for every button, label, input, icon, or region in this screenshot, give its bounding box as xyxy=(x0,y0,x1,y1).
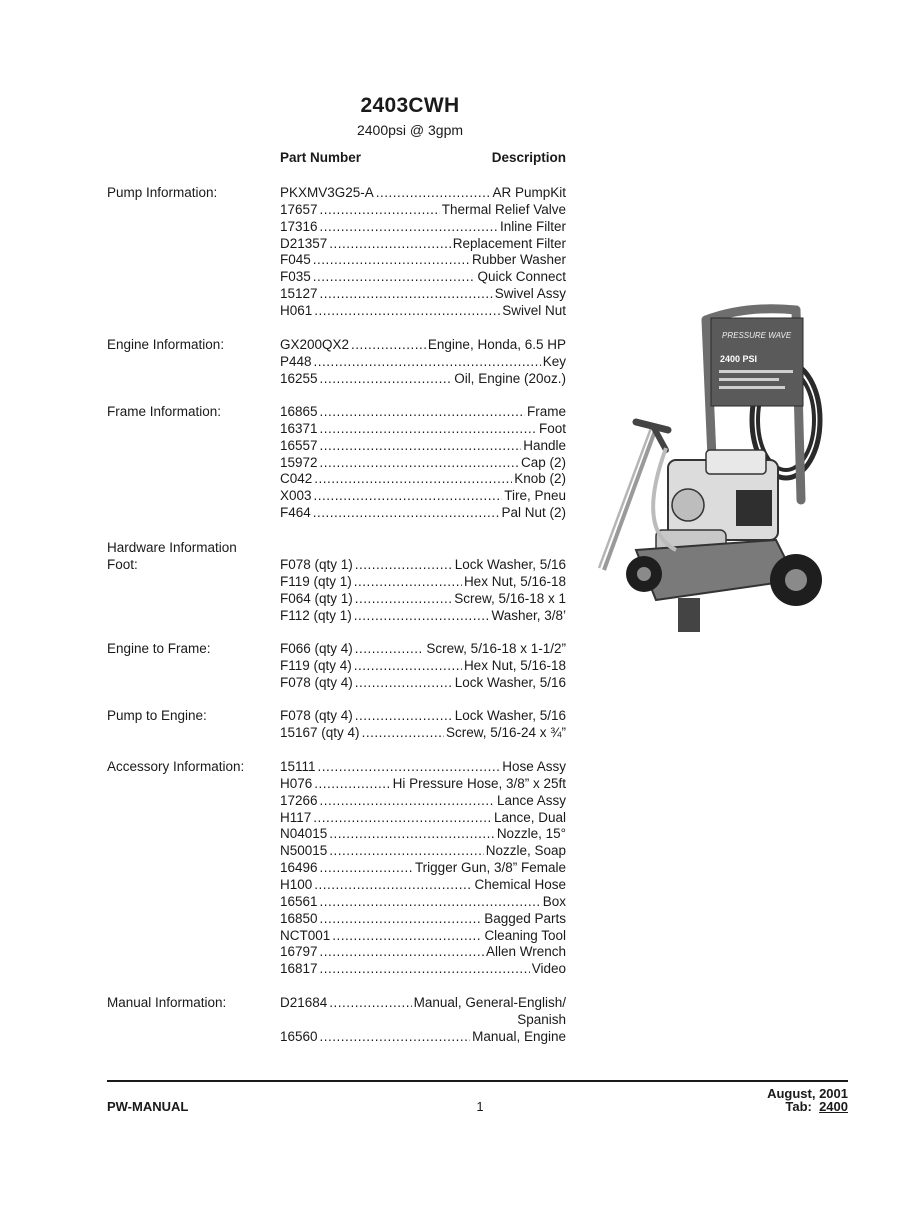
part-description: Screw, 5/16-18 x 1 xyxy=(454,590,566,606)
dot-leader xyxy=(313,251,470,268)
continuation-text: Spanish xyxy=(517,1012,566,1027)
dot-leader xyxy=(355,707,453,724)
dot-leader xyxy=(355,556,453,573)
part-number: 17657 xyxy=(280,201,318,217)
part-description: Lock Washer, 5/16 xyxy=(454,557,566,572)
part-description: Hex Nut, 5/16-18 xyxy=(463,573,566,589)
part-description: Screw, 5/16-18 x 1-1/2” xyxy=(426,641,566,656)
part-description: Washer, 3/8’ xyxy=(491,607,566,623)
part-number: C042 xyxy=(280,471,313,487)
pump-info-label: Pump Information: xyxy=(107,185,218,200)
part-number: 17266 xyxy=(280,792,318,808)
part-row xyxy=(280,758,566,775)
dot-leader xyxy=(362,724,444,741)
part-number: F045 xyxy=(280,252,311,268)
part-row xyxy=(280,607,566,624)
dot-leader xyxy=(314,775,390,792)
part-number: F119 (qty 4) xyxy=(280,657,352,673)
part-number: H100 xyxy=(280,877,313,892)
dot-leader xyxy=(320,960,530,977)
part-number: 16797 xyxy=(280,944,318,960)
dot-leader xyxy=(320,437,522,454)
dot-leader xyxy=(320,403,525,420)
tab-label: Tab: xyxy=(785,1099,812,1114)
part-row xyxy=(280,842,566,859)
part-description: Knob (2) xyxy=(514,471,566,487)
part-description: Quick Connect xyxy=(477,269,566,285)
part-number: 15972 xyxy=(280,454,318,470)
part-number: 16255 xyxy=(280,370,318,386)
part-description: Foot xyxy=(538,420,566,436)
part-description: Manual, General-English/ xyxy=(413,995,566,1010)
part-number: F064 (qty 1) xyxy=(280,590,353,606)
part-number: 16865 xyxy=(280,404,318,419)
part-row xyxy=(280,893,566,910)
dot-leader xyxy=(320,370,453,387)
part-number: F078 (qty 4) xyxy=(280,674,353,690)
part-number: 16561 xyxy=(280,893,318,909)
part-number-header: Part Number xyxy=(280,150,362,165)
part-number: F066 (qty 4) xyxy=(280,641,353,656)
dot-leader xyxy=(320,218,498,235)
accessory-info-label: Accessory Information: xyxy=(107,759,245,774)
tab-value: 2400 xyxy=(819,1099,848,1114)
part-description: Lance, Dual xyxy=(493,809,566,825)
hardware-info-label: Hardware Information xyxy=(107,540,237,555)
part-row xyxy=(280,724,566,741)
part-row xyxy=(280,674,566,691)
part-number: NCT001 xyxy=(280,927,331,943)
part-description: Key xyxy=(542,353,566,369)
dot-leader xyxy=(329,842,483,859)
part-row xyxy=(280,184,566,201)
part-row xyxy=(280,403,566,420)
part-row xyxy=(280,859,566,876)
part-number: 17316 xyxy=(280,218,318,234)
part-description: Allen Wrench xyxy=(485,944,566,960)
part-description: Bagged Parts xyxy=(484,910,566,926)
engine-info-label: Engine Information: xyxy=(107,337,225,352)
part-number: X003 xyxy=(280,488,312,504)
part-row xyxy=(280,556,566,573)
engine-to-frame-label: Engine to Frame: xyxy=(107,641,211,656)
dot-leader xyxy=(318,758,501,775)
dot-leader xyxy=(313,504,500,521)
part-description: Hi Pressure Hose, 3/8” x 25ft xyxy=(392,775,566,791)
dot-leader xyxy=(355,674,453,691)
part-number: 15111 xyxy=(280,759,316,774)
dot-leader xyxy=(313,268,476,285)
part-description: Hose Assy xyxy=(502,759,566,774)
part-description: Pal Nut (2) xyxy=(501,505,566,521)
part-number: 16817 xyxy=(280,961,318,977)
dot-leader xyxy=(355,640,425,657)
dot-leader xyxy=(320,792,495,809)
part-number: H117 xyxy=(280,809,312,825)
dot-leader xyxy=(320,201,440,218)
hardware-foot-label: Foot: xyxy=(107,557,138,572)
pump-to-engine-label: Pump to Engine: xyxy=(107,708,207,723)
part-row xyxy=(280,251,566,268)
part-row xyxy=(280,370,566,387)
part-row xyxy=(280,1028,566,1045)
part-number: F119 (qty 1) xyxy=(280,573,352,589)
part-description: Thermal Relief Valve xyxy=(441,201,566,217)
part-number: F464 xyxy=(280,505,311,521)
part-row xyxy=(280,910,566,927)
part-number: 16371 xyxy=(280,420,318,436)
part-description: Cleaning Tool xyxy=(484,927,566,943)
footer-tab xyxy=(700,1099,848,1114)
part-row xyxy=(280,201,566,218)
dot-leader xyxy=(329,825,495,842)
dot-leader xyxy=(314,353,541,370)
dot-leader xyxy=(320,893,541,910)
dot-leader xyxy=(320,454,519,471)
part-description: Replacement Filter xyxy=(452,235,566,251)
part-description: Engine, Honda, 6.5 HP xyxy=(427,337,566,352)
dot-leader xyxy=(354,657,462,674)
dot-leader xyxy=(314,487,503,504)
foot xyxy=(678,598,700,632)
footer-date: August, 2001 xyxy=(767,1086,848,1101)
part-number: H076 xyxy=(280,775,313,791)
part-number: H061 xyxy=(280,303,313,318)
part-row xyxy=(280,336,566,353)
part-row xyxy=(280,420,566,437)
dot-leader xyxy=(314,302,500,319)
description-header: Description xyxy=(491,150,566,165)
brand-panel-rating: 2400 PSI xyxy=(720,354,758,364)
part-description: Lance Assy xyxy=(496,792,566,808)
part-number: F078 (qty 1) xyxy=(280,557,353,572)
part-number: GX200QX2 xyxy=(280,337,350,352)
footer-manual-name: PW-MANUAL xyxy=(107,1099,189,1114)
part-description: Nozzle, Soap xyxy=(485,843,566,859)
part-description: Lock Washer, 5/16 xyxy=(454,708,566,723)
dot-leader xyxy=(332,927,482,944)
part-description: Video xyxy=(531,961,566,977)
part-number: F035 xyxy=(280,269,311,285)
part-number: PKXMV3G25-A xyxy=(280,185,374,200)
part-description: Lock Washer, 5/16 xyxy=(454,674,566,690)
part-row xyxy=(280,927,566,944)
dot-leader xyxy=(314,876,472,893)
dot-leader xyxy=(320,285,493,302)
dot-leader xyxy=(320,943,484,960)
part-row xyxy=(280,960,566,977)
part-row xyxy=(280,285,566,302)
part-description: Manual, Engine xyxy=(472,1028,566,1044)
dot-leader xyxy=(376,184,491,201)
part-row xyxy=(280,573,566,590)
part-number: 16850 xyxy=(280,910,318,926)
part-row xyxy=(280,218,566,235)
dot-leader xyxy=(351,336,426,353)
part-row xyxy=(280,268,566,285)
part-row xyxy=(280,454,566,471)
dot-leader xyxy=(354,573,462,590)
part-description: Box xyxy=(542,893,566,909)
dot-leader xyxy=(354,607,490,624)
part-description: Frame xyxy=(526,404,566,419)
part-description: Nozzle, 15° xyxy=(496,826,566,842)
part-row xyxy=(280,775,566,792)
dot-leader xyxy=(329,994,411,1011)
part-number: N50015 xyxy=(280,843,328,859)
part-row xyxy=(280,943,566,960)
part-description: Oil, Engine (20oz.) xyxy=(454,370,566,386)
part-number: F078 (qty 4) xyxy=(280,708,353,723)
part-number: 16560 xyxy=(280,1028,318,1044)
dot-leader xyxy=(320,910,483,927)
part-row xyxy=(280,353,566,370)
dot-leader xyxy=(314,470,512,487)
part-row xyxy=(280,876,566,893)
part-description: Screw, 5/16-24 x ¾” xyxy=(445,724,566,740)
part-description: Cap (2) xyxy=(520,454,566,470)
brand-panel-text: PRESSURE WAVE xyxy=(722,331,792,340)
part-row xyxy=(280,640,566,657)
manual-info-label: Manual Information: xyxy=(107,995,227,1010)
dot-leader xyxy=(313,809,492,826)
dot-leader xyxy=(320,859,413,876)
part-number: 15127 xyxy=(280,286,318,302)
part-row xyxy=(280,235,566,252)
part-number: F112 (qty 1) xyxy=(280,607,352,623)
part-number: 15167 (qty 4) xyxy=(280,724,360,740)
part-number: 16496 xyxy=(280,860,318,876)
manual-continuation xyxy=(280,1011,566,1028)
part-description: Tire, Pneu xyxy=(504,488,566,504)
pressure-washer-photo xyxy=(596,300,828,640)
part-row xyxy=(280,487,566,504)
part-description: Swivel Nut xyxy=(502,303,566,318)
part-description: Swivel Assy xyxy=(494,286,566,302)
frame-info-label: Frame Information: xyxy=(107,404,222,419)
part-number: P448 xyxy=(280,353,312,369)
part-row xyxy=(280,590,566,607)
part-row xyxy=(280,470,566,487)
part-description: Trigger Gun, 3/8” Female xyxy=(414,860,566,876)
part-description: Inline Filter xyxy=(499,218,566,234)
dot-leader xyxy=(320,1028,471,1045)
part-row xyxy=(280,707,566,724)
dot-leader xyxy=(320,420,537,437)
part-row xyxy=(280,825,566,842)
model-rating: 2400psi @ 3gpm xyxy=(356,122,464,138)
part-number: D21684 xyxy=(280,995,328,1010)
part-number: N04015 xyxy=(280,826,328,842)
part-description: AR PumpKit xyxy=(492,185,566,200)
part-row xyxy=(280,994,566,1011)
part-row xyxy=(280,302,566,319)
footer-rule xyxy=(107,1080,848,1082)
page-number: 1 xyxy=(476,1099,484,1114)
part-row xyxy=(280,504,566,521)
part-number: 16557 xyxy=(280,437,318,453)
part-number: D21357 xyxy=(280,235,328,251)
part-description: Chemical Hose xyxy=(474,877,566,892)
part-description: Handle xyxy=(523,437,566,453)
part-row xyxy=(280,809,566,826)
part-row xyxy=(280,657,566,674)
part-description: Rubber Washer xyxy=(471,252,566,268)
dot-leader xyxy=(329,235,450,252)
part-row xyxy=(280,437,566,454)
part-description: Hex Nut, 5/16-18 xyxy=(463,657,566,673)
part-row xyxy=(280,792,566,809)
model-title: 2403CWH xyxy=(360,94,460,117)
dot-leader xyxy=(355,590,452,607)
